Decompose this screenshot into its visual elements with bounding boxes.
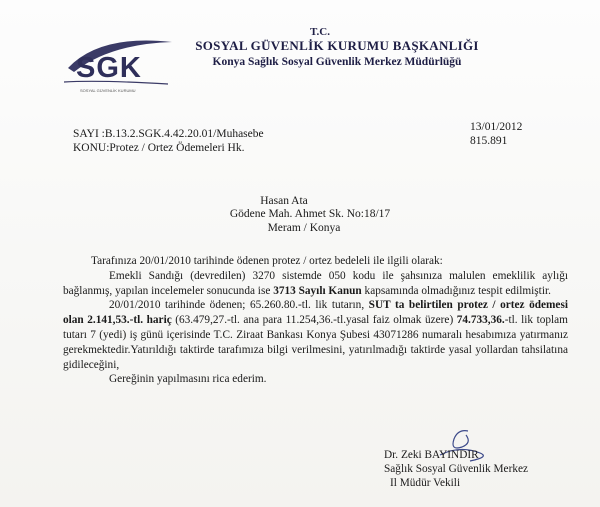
- finding-text-end: kapsamında olmadığınız tespit edilmiştir.: [361, 284, 551, 297]
- paragraph-intro: Tarafınıza 20/01/2010 tarihinde ödenen protez / ortez bedeleli ile ilgili olarak:: [91, 255, 443, 267]
- recipient-street: Gödene Mah. Ahmet Sk. No:18/17: [229, 208, 391, 220]
- logo-text: SGK: [76, 52, 142, 84]
- reference-number: SAYI :B.13.2.SGK.4.42.20.01/Muhasebe: [73, 128, 264, 140]
- paragraph-payment: [63, 298, 568, 372]
- payment-instructions: -tl. lik toplam tutarı 7 (yedi) iş günü içerisinde T.C. Ziraat Bankası Konya Şubesi 43071286 numaralı hesabımıza yatırmanız gerekmektedir.Yatırıldığı taktirde tarafımıza bilgi verilmesini, yatırılmadığı taktirde yasal yollardan tahsilatına gidileceğini,: [63, 314, 568, 371]
- payment-breakdown: (63.479,27.-tl. ana para 11.254,36.-tl.yasal faiz olmak üzere): [171, 314, 457, 327]
- payment-total: 74.733,36.: [456, 314, 505, 327]
- sgk-logo: [60, 38, 175, 94]
- signatory-role: Il Müdür Vekili: [390, 477, 461, 489]
- signatory-title: Sağlık Sosyal Güvenlik Merkez: [384, 463, 529, 475]
- letter-number: 815.891: [470, 135, 508, 147]
- letter-body: [63, 254, 568, 387]
- recipient-name: Hasan Ata: [260, 195, 308, 207]
- finding-text: Emekli Sandığı (devredilen) 3270 sistemde 050 kodu ile şahsınıza malulen emeklilik aylığı bağlanmış, yapılan incelemeler sonucunda ise: [63, 269, 568, 297]
- header-unit: Konya Sağlık Sosyal Güvenlik Merkez Müdürlüğü: [212, 56, 462, 68]
- letter-date: 13/01/2012: [470, 121, 523, 133]
- payment-text: 20/01/2010 tarihinde ödenen; 65.260.80.-tl. lik tutarın,: [109, 299, 369, 312]
- paragraph-closing: Gereğinin yapılmasını rica ederim.: [109, 373, 267, 386]
- law-reference: 3713 Sayılı Kanun: [273, 284, 362, 297]
- recipient-city: Meram / Konya: [267, 222, 341, 234]
- payment-exclusion: SUT ta belirtilen protez / ortez ödemesi olan 2.141,53.-tl. hariç: [63, 299, 568, 327]
- subject-line: KONU:Protez / Ortez Ödemeleri Hk.: [73, 142, 245, 154]
- signatory-name: Dr. Zeki BAYINDIR: [384, 449, 479, 461]
- paragraph-finding: [63, 269, 568, 299]
- header-tc: T.C.: [310, 26, 330, 38]
- header-organization: SOSYAL GÜVENLİK KURUMU BAŞKANLIĞI: [195, 38, 479, 53]
- logo-subtext: SOSYAL GÜVENLİK KURUMU: [80, 88, 136, 93]
